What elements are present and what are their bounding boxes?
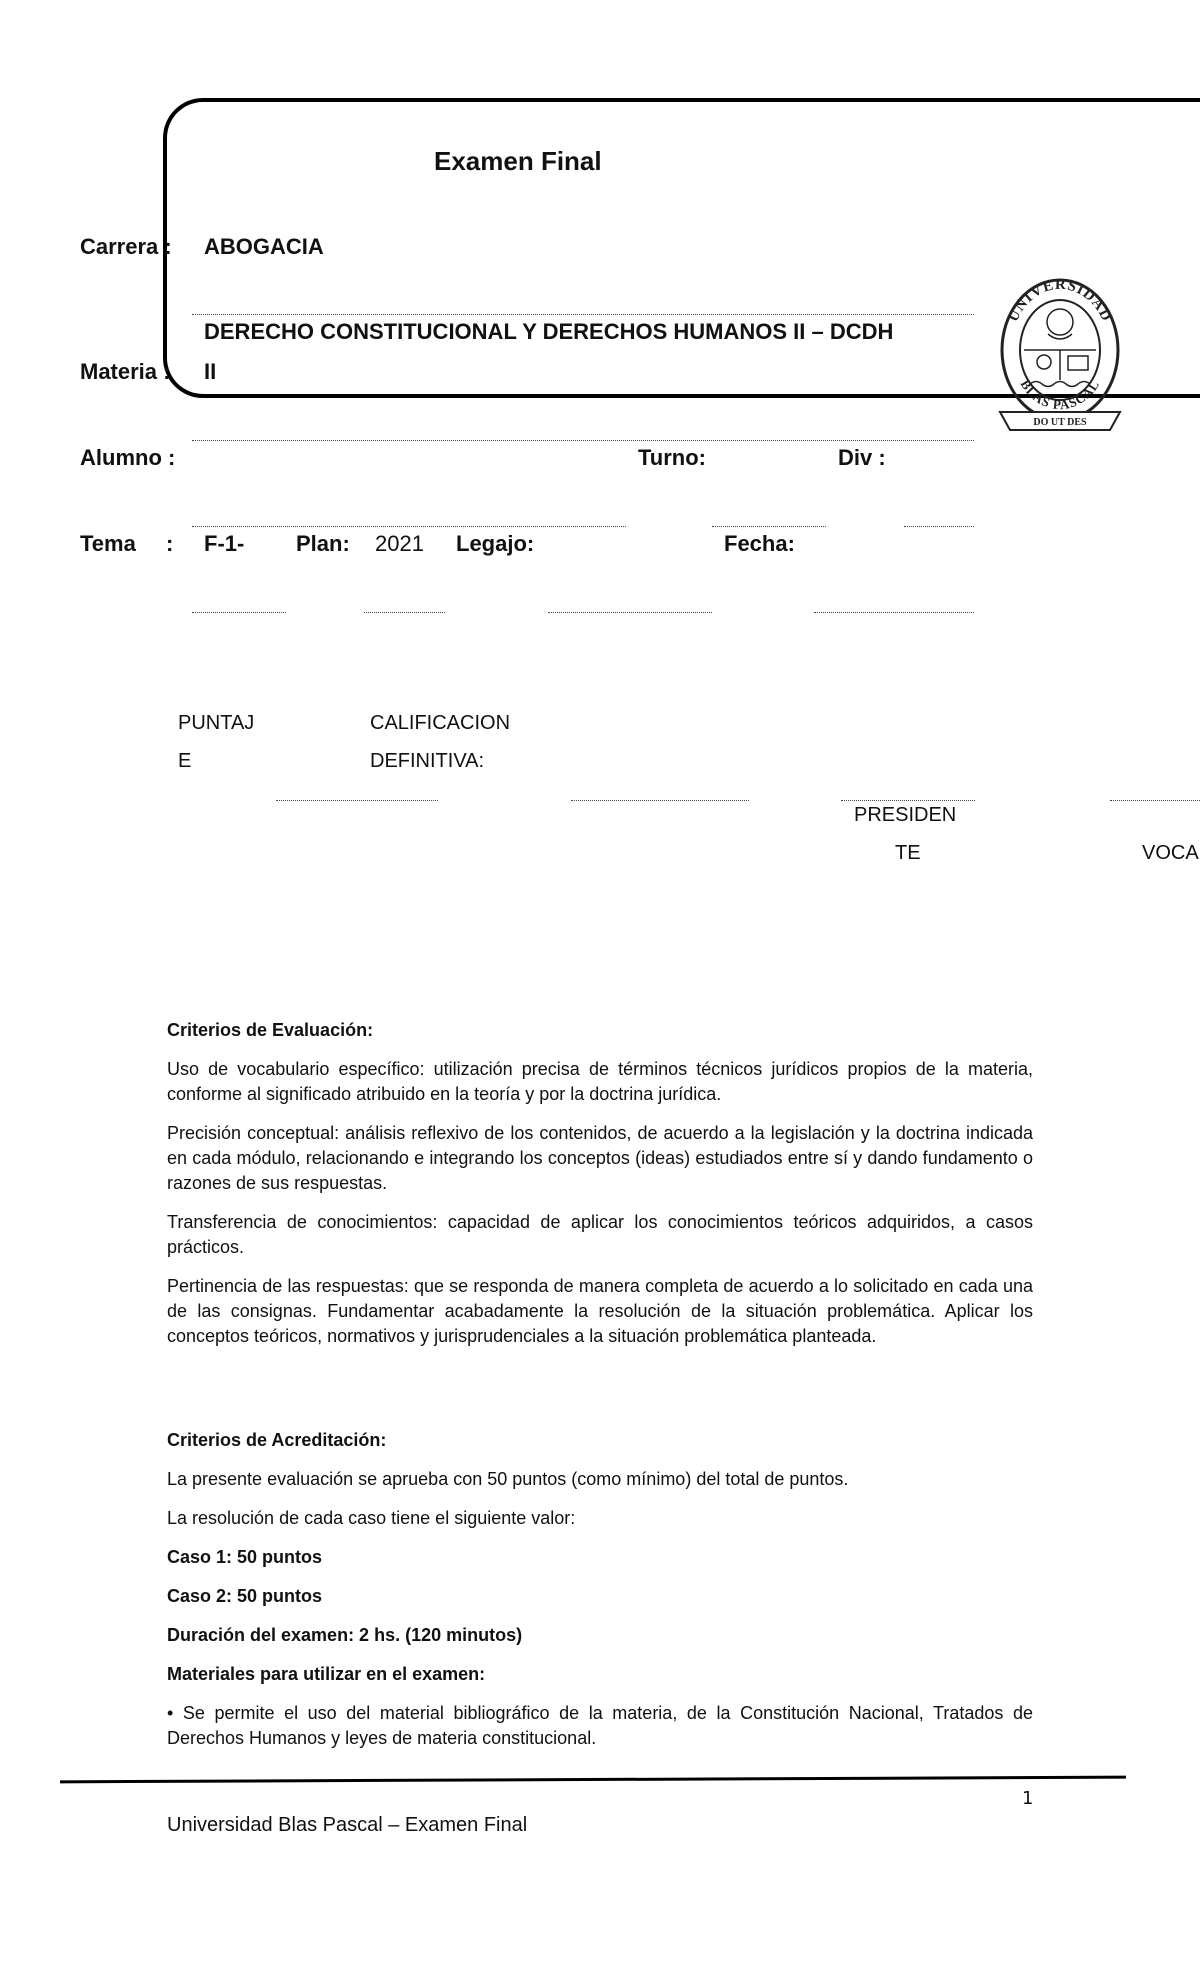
page-title: Examen Final: [434, 146, 602, 176]
exam-duration: Duración del examen: 2 hs. (120 minutos): [167, 1625, 523, 1645]
alumno-field[interactable]: [192, 526, 626, 527]
presidente-label-line2: TE: [895, 842, 921, 864]
legajo-label: Legajo:: [456, 531, 535, 556]
carrera-label: Carrera :: [80, 234, 172, 259]
alumno-label: Alumno :: [80, 445, 176, 470]
seal-motto: DO UT DES: [1033, 417, 1087, 428]
criterios-acreditacion-heading: Criterios de Acreditación:: [167, 1430, 387, 1450]
footer-rule: [60, 1776, 1126, 1784]
caso-1-points: Caso 1: 50 puntos: [167, 1547, 323, 1567]
criterio-paragraph: Transferencia de conocimientos: capacidad de aplicar los conocimientos teóricos adquiridos, a casos prácticos.: [167, 1212, 1033, 1257]
fecha-field[interactable]: [814, 612, 974, 613]
caso-2-points: Caso 2: 50 puntos: [167, 1586, 323, 1606]
puntaje-label-line1: PUNTAJ: [178, 712, 255, 734]
materia-value-line1: DERECHO CONSTITUCIONAL Y DERECHOS HUMANOS II – DCDH: [204, 319, 894, 344]
presidente-signature-line[interactable]: [841, 800, 975, 801]
criterio-paragraph: Uso de vocabulario específico: utilización precisa de términos técnicos jurídicos propios de la materia, conforme al significado atribuido en la teoría y por la doctrina jurídica.: [167, 1059, 1033, 1104]
presidente-label-line1: PRESIDEN: [854, 804, 957, 826]
materiales-item: • Se permite el uso del material bibliográfico de la materia, de la Constitución Nacional, Tratados de Derechos Humanos y leyes de materia constitucional.: [167, 1703, 1033, 1748]
page-number: 1: [1022, 1788, 1034, 1809]
vocal-signature-line[interactable]: [1110, 800, 1200, 801]
materiales-heading: Materiales para utilizar en el examen:: [167, 1664, 486, 1684]
fecha-label: Fecha:: [724, 531, 795, 556]
div-field[interactable]: [904, 526, 974, 527]
svg-text:BLAS PASCAL: BLAS PASCAL: [1017, 376, 1103, 413]
vocal-label: VOCA: [1142, 842, 1199, 864]
footer-text: Universidad Blas Pascal – Examen Final: [167, 1814, 528, 1836]
calificacion-field[interactable]: [571, 800, 749, 801]
puntaje-field[interactable]: [276, 800, 438, 801]
div-label: Div :: [838, 445, 886, 470]
tema-value: F-1-: [204, 531, 245, 556]
criterios-acreditacion-section: [167, 1428, 1033, 1765]
legajo-field[interactable]: [548, 612, 712, 613]
criterios-evaluacion-heading: Criterios de Evaluación:: [167, 1020, 374, 1040]
tema-colon: :: [166, 531, 174, 556]
acreditacion-line: La resolución de cada caso tiene el siguiente valor:: [167, 1508, 576, 1528]
turno-label: Turno:: [638, 445, 707, 470]
criterio-paragraph: Precisión conceptual: análisis reflexivo de los contenidos, de acuerdo a la legislación y la doctrina indicada en cada módulo, relacionando e integrando los conceptos (ideas) estudiados entre sí y dando fundamento o razones de sus respuestas.: [167, 1123, 1033, 1193]
university-seal-logo: [990, 262, 1130, 432]
plan-value: 2021: [375, 531, 424, 556]
materia-value-line2: II: [204, 359, 217, 384]
carrera-value: ABOGACIA: [204, 234, 324, 259]
calificacion-label-line2: DEFINITIVA:: [370, 750, 485, 772]
criterio-paragraph: Pertinencia de las respuestas: que se responda de manera completa de acuerdo a lo solicitado en cada una de las consignas. Fundamentar acabadamente la resolución de la situación problemática. Aplicar los conceptos teóricos, normativos y jurisprudenciales a la situación problemática planteada.: [167, 1276, 1033, 1346]
materia-underline-top: [192, 314, 974, 315]
acreditacion-line: La presente evaluación se aprueba con 50 puntos (como mínimo) del total de puntos.: [167, 1469, 849, 1489]
calificacion-label-line1: CALIFICACION: [370, 712, 511, 734]
puntaje-label-line2: E: [178, 750, 192, 772]
criterios-evaluacion-section: [167, 1018, 1033, 1363]
alumno-underline-top: [192, 440, 974, 441]
turno-field[interactable]: [712, 526, 826, 527]
tema-label: Tema: [80, 531, 136, 556]
plan-label: Plan:: [296, 531, 350, 556]
svg-text:UNIVERSIDAD: UNIVERSIDAD: [1005, 276, 1115, 325]
tema-field[interactable]: [192, 612, 286, 613]
materia-label: Materia :: [80, 359, 171, 384]
plan-field[interactable]: [364, 612, 445, 613]
